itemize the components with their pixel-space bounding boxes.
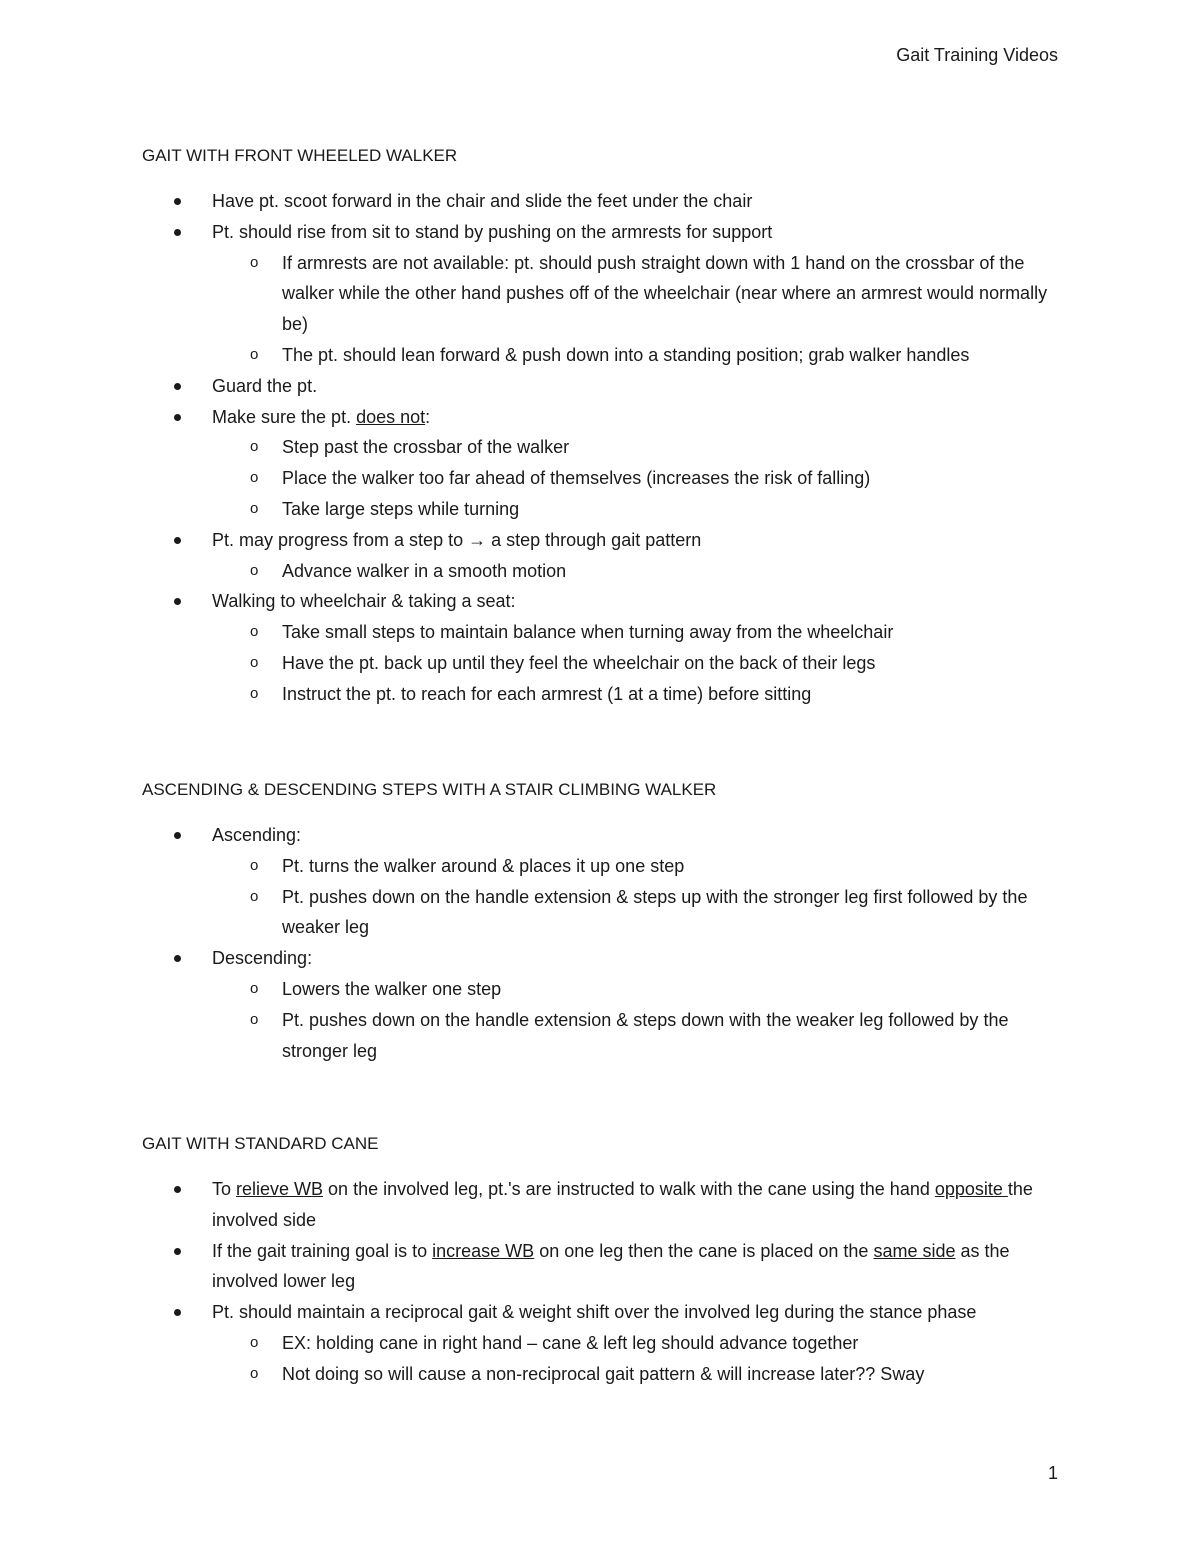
underlined-text: same side (873, 1240, 956, 1261)
sub-list-item (212, 248, 1062, 340)
list-item-text: To (212, 1179, 237, 1199)
sub-list-item (212, 679, 1062, 710)
sub-list (212, 1328, 1062, 1390)
bullet-icon (174, 229, 181, 236)
bullet-list (142, 1174, 1062, 1390)
bullet-icon (174, 414, 181, 421)
list-item (142, 943, 1062, 1066)
bullet-icon (174, 1186, 181, 1193)
underlined-text: relieve WB (236, 1179, 324, 1199)
underlined-text: increase WB (432, 1240, 535, 1261)
sub-list-item-text: EX: holding cane in right hand – cane & left leg should advance together (282, 1332, 859, 1353)
sub-list (212, 617, 1062, 709)
sub-list-item-text: Have the pt. back up until they feel the wheelchair on the back of their legs (282, 652, 876, 673)
sub-list-item (212, 494, 1062, 525)
sub-list-item-text: Instruct the pt. to reach for each armrest (1 at a time) before sitting (282, 683, 812, 704)
list-item (142, 1174, 1062, 1236)
sub-list-item (212, 556, 1062, 587)
bullet-icon (174, 1309, 181, 1316)
sub-list (212, 556, 1062, 587)
section-standard-cane (142, 1130, 1062, 1390)
sub-list-item-text: Place the walker too far ahead of themselves (increases the risk of falling) (282, 468, 871, 489)
circle-bullet-icon: o (250, 653, 259, 671)
circle-bullet-icon: o (250, 253, 259, 271)
bullet-icon (174, 198, 181, 205)
section-stair-climbing-walker (142, 776, 1062, 1066)
sub-list-item-text: Pt. pushes down on the handle extension & steps down with the weaker leg followed by the stronger leg (282, 1009, 1009, 1061)
list-item-text: : (425, 406, 431, 427)
bullet-icon (174, 955, 181, 962)
sub-list-item (212, 882, 1062, 944)
underlined-text: does not (356, 406, 426, 427)
sub-list-item (212, 648, 1062, 679)
list-item-text: Ascending: (212, 825, 302, 845)
underlined-text: opposite (934, 1179, 1008, 1199)
list-item-text: Pt. may progress from a step to → a step through gait pattern (212, 529, 702, 550)
bullet-icon (174, 832, 181, 839)
circle-bullet-icon: o (250, 1333, 259, 1351)
page-number: 1 (1047, 1463, 1058, 1483)
section-front-wheeled-walker (142, 142, 1062, 710)
list-item-text: If the gait training goal is to (212, 1240, 433, 1261)
section-title: ASCENDING & DESCENDING STEPS WITH A STAIR CLIMBING WALKER (142, 780, 717, 799)
bullet-icon (174, 383, 181, 390)
list-item (142, 586, 1062, 709)
sub-list-item (212, 1359, 1062, 1390)
circle-bullet-icon: o (250, 499, 259, 517)
sub-list-item-text: The pt. should lean forward & push down into a standing position; grab walker handles (282, 344, 970, 365)
sub-list (212, 974, 1062, 1066)
circle-bullet-icon: o (250, 1010, 259, 1028)
circle-bullet-icon: o (250, 1364, 259, 1382)
list-item (142, 186, 1062, 217)
list-item (142, 371, 1062, 402)
sub-list (212, 851, 1062, 943)
sub-list (212, 248, 1062, 371)
sub-list-item-text: Not doing so will cause a non-reciprocal gait pattern & will increase later?? Sway (282, 1363, 925, 1384)
list-item (142, 1297, 1062, 1389)
list-item-text: Make sure the pt. (212, 406, 357, 427)
bullet-icon (174, 598, 181, 605)
section-title: GAIT WITH FRONT WHEELED WALKER (142, 146, 458, 165)
circle-bullet-icon: o (250, 684, 259, 702)
list-item (142, 402, 1062, 525)
bullet-list (142, 820, 1062, 1066)
sub-list-item-text: Step past the crossbar of the walker (282, 437, 570, 458)
list-item (142, 525, 1062, 587)
sub-list-item-text: Advance walker in a smooth motion (282, 560, 567, 581)
circle-bullet-icon: o (250, 438, 259, 456)
sub-list-item-text: Take large steps while turning (282, 498, 520, 519)
sub-list-item-text: Take small steps to maintain balance when turning away from the wheelchair (282, 622, 894, 643)
page-header: Gait Training Videos (896, 45, 1058, 65)
sub-list-item (212, 463, 1062, 494)
list-item-text: Guard the pt. (212, 375, 318, 396)
sub-list-item (212, 432, 1062, 463)
list-item-text: the involved side (212, 1179, 1033, 1230)
list-item-text: on one leg then the cane is placed on the (534, 1240, 874, 1261)
circle-bullet-icon: o (250, 345, 259, 363)
sub-list-item-text: Lowers the walker one step (282, 978, 502, 999)
sub-list-item (212, 1328, 1062, 1359)
sub-list-item (212, 617, 1062, 648)
section-title: GAIT WITH STANDARD CANE (142, 1134, 379, 1153)
list-item-text: as the involved lower leg (212, 1240, 1010, 1292)
sub-list (212, 432, 1062, 524)
circle-bullet-icon: o (250, 887, 259, 905)
circle-bullet-icon: o (250, 623, 259, 641)
list-item-text: Walking to wheelchair & taking a seat: (212, 591, 516, 612)
circle-bullet-icon: o (250, 561, 259, 579)
list-item (142, 820, 1062, 943)
list-item-text: Pt. should rise from sit to stand by pushing on the armrests for support (212, 221, 773, 242)
circle-bullet-icon: o (250, 979, 259, 997)
sub-list-item-text: If armrests are not available: pt. should push straight down with 1 hand on the crossbar of the walker while the other hand pushes off of the wheelchair (near where an armrest would normally be) (282, 252, 1048, 335)
list-item (142, 1236, 1062, 1298)
list-item-text: Pt. should maintain a reciprocal gait & weight shift over the involved leg during the stance phase (212, 1302, 977, 1323)
list-item-text: on the involved leg, pt.'s are instructed to walk with the cane using the hand (323, 1179, 935, 1199)
circle-bullet-icon: o (250, 469, 259, 487)
sub-list-item (212, 851, 1062, 882)
list-item-text: Descending: (212, 948, 313, 969)
sub-list-item-text: Pt. turns the walker around & places it up one step (282, 855, 685, 876)
sub-list-item-text: Pt. pushes down on the handle extension & steps up with the stronger leg first followed by the weaker leg (282, 886, 1028, 938)
sub-list-item (212, 974, 1062, 1005)
sub-list-item (212, 1005, 1062, 1067)
list-item (142, 217, 1062, 371)
list-item-text: Have pt. scoot forward in the chair and slide the feet under the chair (212, 191, 753, 211)
bullet-icon (174, 1248, 181, 1255)
circle-bullet-icon: o (250, 856, 259, 874)
bullet-list (142, 186, 1062, 710)
sub-list-item (212, 340, 1062, 371)
bullet-icon (174, 537, 181, 544)
